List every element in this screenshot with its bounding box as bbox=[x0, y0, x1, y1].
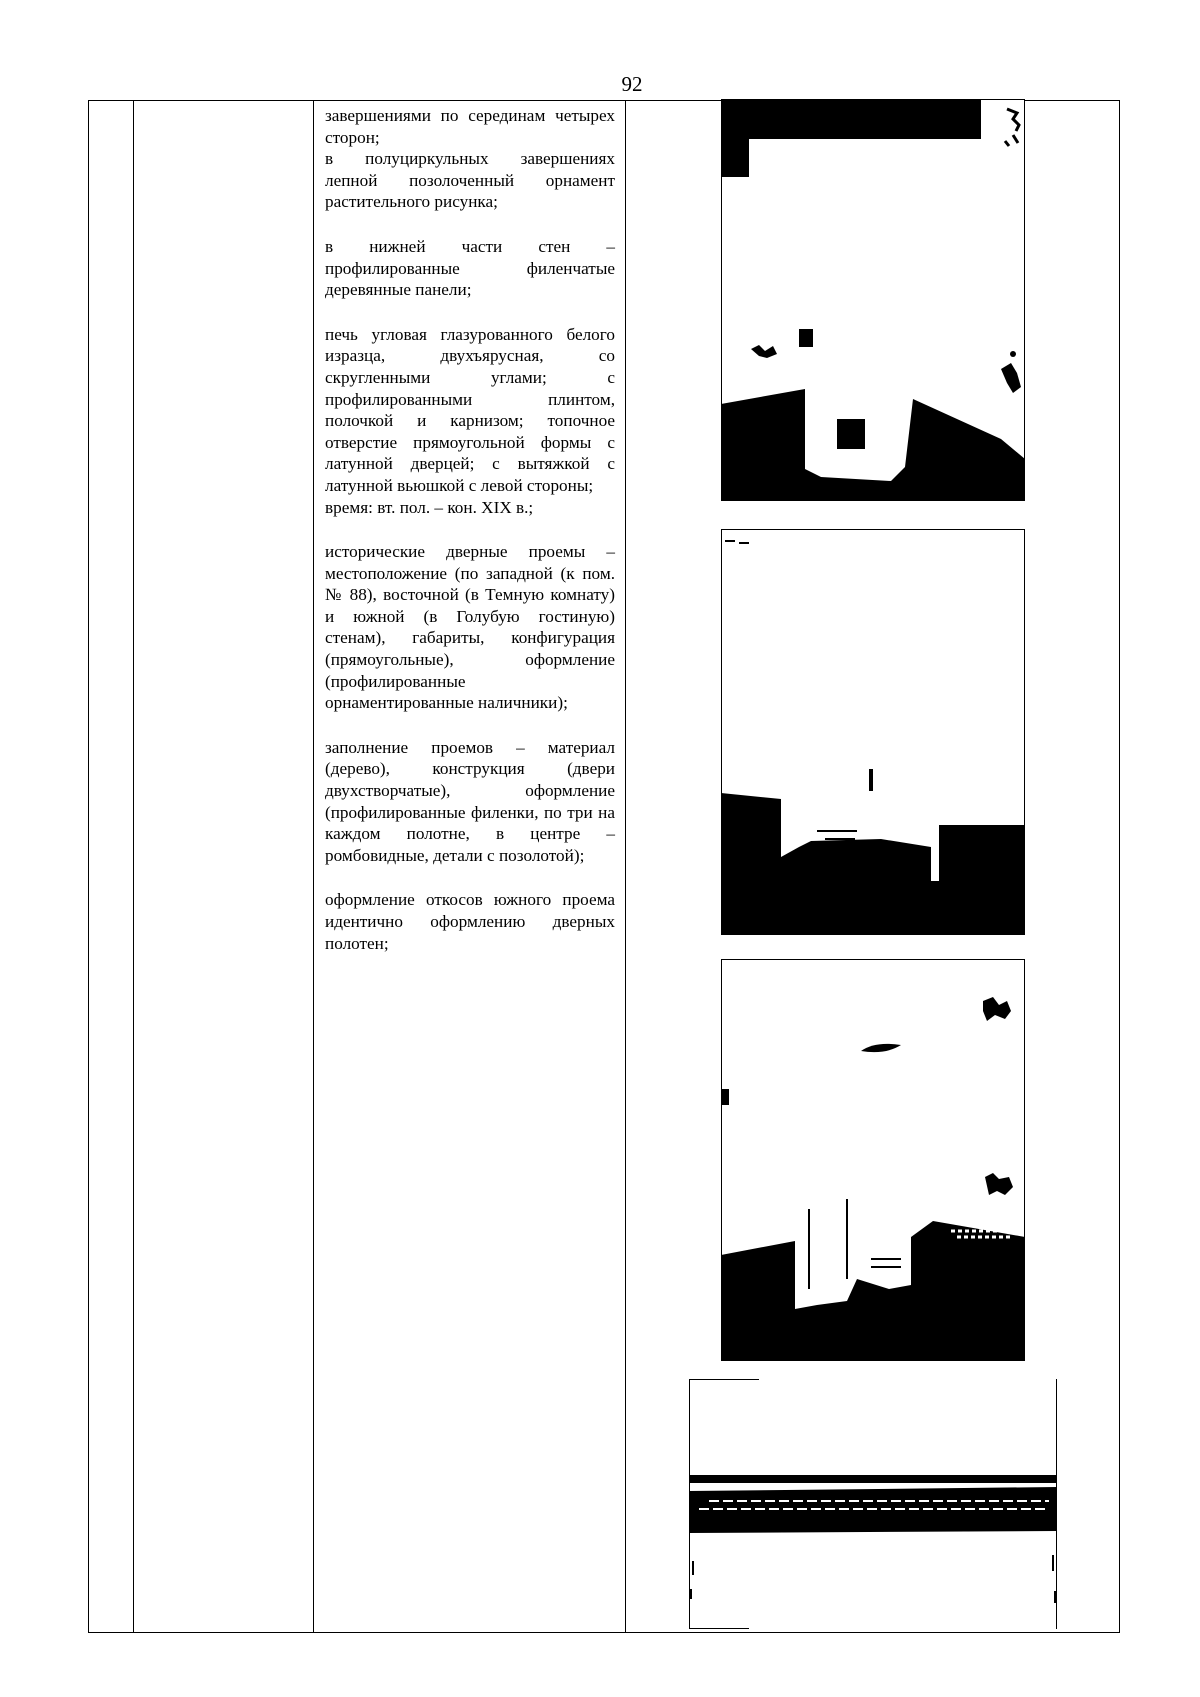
paragraph-door-openings: исторические дверные проемы – местоположение (по западной (к пом. № 88), восточной (в Темную комнату) и южной (в Голубую гостиную) стенам), габариты, конфигурация (прямоугольные), оформление (профилированные орнаментированные наличники); bbox=[325, 542, 615, 713]
photo-corner-stove bbox=[721, 99, 1025, 501]
page-number: 92 bbox=[621, 72, 643, 96]
paragraph-reveals: оформление откосов южного проема идентично оформлению дверных полотен; bbox=[325, 890, 615, 953]
photo-door-wall bbox=[721, 529, 1025, 935]
paragraph-wall-panels: в нижней части стен – профилированные филенчатые деревянные панели; bbox=[325, 236, 615, 300]
column-divider-3 bbox=[625, 101, 626, 1632]
photo-doors-and-stove bbox=[721, 959, 1025, 1361]
paragraph-stove: печь угловая глазурованного белого изразца, двухъярусная, со скругленными углами; с профилированными плинтом, полочкой и карнизом; топочное отверстие прямоугольной формы с латунной дверцей; с вытяжкой с латунной вьюшкой с левой стороны; bbox=[325, 324, 615, 495]
paragraph-vault-ornament: завершениями по серединам четырех сторон; в полуциркульных завершениях лепной позолоченный орнамент растительного рисунка; bbox=[325, 106, 615, 212]
column-divider-1 bbox=[133, 101, 134, 1632]
photo-ceiling-cornice bbox=[689, 1379, 1057, 1629]
paragraph-date: время: вт. пол. – кон. XIX в.; bbox=[325, 497, 534, 517]
column-divider-2 bbox=[313, 101, 314, 1632]
description-table bbox=[88, 100, 1120, 1633]
description-cell bbox=[325, 105, 615, 977]
paragraph-door-fillings: заполнение проемов – материал (дерево), конструкция (двери двухстворчатые), оформление (профилированные филенки, по три на каждом полотне, в центре – ромбовидные, детали с позолотой); bbox=[325, 737, 615, 865]
